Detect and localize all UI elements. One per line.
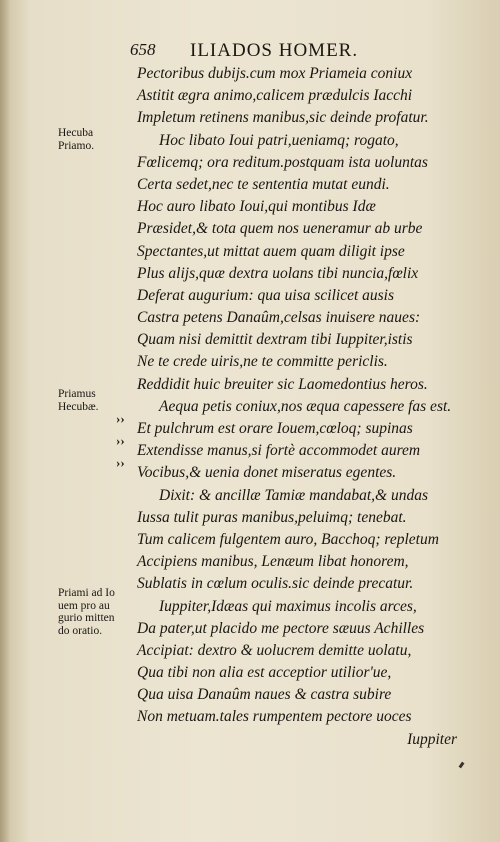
verse-line: Sublatis in cœlum oculis.sic deinde precatur. bbox=[137, 575, 414, 593]
verse-line: Non metuam.tales rumpentem pectore uoces bbox=[137, 708, 412, 726]
verse-line: Spectantes,ut mittat auem quam diligit ipse bbox=[137, 242, 405, 260]
verse-line: Certa sedet,nec te sententia mutat eundi. bbox=[137, 175, 390, 193]
verse-line: Ne te crede uiris,ne te committe periclis. bbox=[137, 353, 388, 371]
verse-line: Vocibus,& uenia donet miseratus egentes. bbox=[137, 464, 397, 482]
verse-line: Hoc libato Ioui patri,ueniamq; rogato, bbox=[159, 131, 399, 149]
verse-line: Pectoribus dubijs.cum mox Priameia coniux bbox=[137, 65, 413, 82]
verse-line: Accipiens manibus, Lenæum libat honorem, bbox=[137, 553, 409, 571]
verse-line: Fœlicemq; ora reditum.postquam ista uoluntas bbox=[137, 153, 428, 171]
verse-line: Castra petens Danaûm,celsas inuisere naues: bbox=[137, 309, 421, 327]
quote-mark: ›› bbox=[116, 433, 125, 448]
running-head: ILIADOS HOMER. bbox=[190, 40, 359, 61]
quote-mark: ›› bbox=[116, 455, 125, 470]
page-header bbox=[130, 40, 430, 64]
marginal-note-line: Priamo. bbox=[58, 139, 95, 152]
verse-line: Qua tibi non alia est acceptior utilior'ue, bbox=[137, 664, 392, 682]
quote-mark: ›› bbox=[116, 411, 125, 426]
marginal-note-line: Priamus bbox=[58, 388, 96, 400]
verse-line: Impletum retinens manibus,sic deinde profatur. bbox=[137, 109, 429, 127]
verse-line: Tum calicem fulgentem auro, Bacchoq; repletum bbox=[137, 530, 439, 548]
verse-line: Reddidit huic breuiter sic Laomedontius heros. bbox=[137, 375, 428, 393]
verse-line: Præsidet,& tota quem nos ueneramur ab urbe bbox=[137, 220, 423, 238]
marginal-note-line: Hecubæ. bbox=[58, 400, 99, 413]
verse-line: Plus alijs,quæ dextra uolans tibi nuncia,fœlix bbox=[137, 264, 419, 282]
marginal-note-line: Hecuba bbox=[58, 127, 94, 139]
verse-line: Iussa tulit puras manibus,peluimq; tenebat. bbox=[137, 508, 407, 526]
verse-line: Da pater,ut placido me pectore sæuus Achilles bbox=[137, 619, 425, 637]
verse-line: Accipiat: dextro & uolucrem demitte uolatu, bbox=[137, 641, 412, 659]
marginal-note-line: do oratio. bbox=[58, 624, 103, 637]
marginal-note-priami-oratio bbox=[58, 587, 115, 637]
ink-speck bbox=[459, 762, 465, 769]
marginal-note-line: uem pro au bbox=[58, 599, 110, 612]
verse-line: Qua uisa Danaûm naues & castra subire bbox=[137, 686, 392, 704]
page-number: 658 bbox=[130, 40, 156, 59]
verse-line: Dixit: & ancillæ Tamiæ mandabat,& undas bbox=[159, 486, 428, 504]
verse-line: Hoc auro libato Ioui,qui montibus Idæ bbox=[137, 198, 376, 216]
verse-line: Iuppiter,Idæas qui maximus incolis arces, bbox=[159, 597, 417, 615]
catchword: Iuppiter bbox=[407, 730, 457, 748]
marginal-note-hecuba bbox=[58, 127, 94, 152]
verse-line: Astitit ægra animo,calicem prædulcis Iacchi bbox=[137, 87, 413, 105]
marginal-note-priamus bbox=[58, 388, 99, 413]
verse-line: Deferat augurium: qua uisa scilicet ausis bbox=[137, 286, 395, 304]
verse-line: Extendisse manus,si fortè accommodet aurem bbox=[137, 442, 421, 460]
marginal-note-line: Priami ad Io bbox=[58, 587, 115, 599]
verse-line: Quam nisi demittit dextram tibi Iuppiter,istis bbox=[137, 331, 413, 349]
verse-text-block bbox=[137, 63, 457, 751]
page-gutter-shadow bbox=[0, 0, 10, 842]
verse-line: Et pulchrum est orare Iouem,cœloq; supinas bbox=[137, 420, 413, 437]
verse-line: Aequa petis coniux,nos æqua capessere fas est. bbox=[159, 397, 452, 415]
marginal-note-line: gurio mitten bbox=[58, 612, 115, 624]
